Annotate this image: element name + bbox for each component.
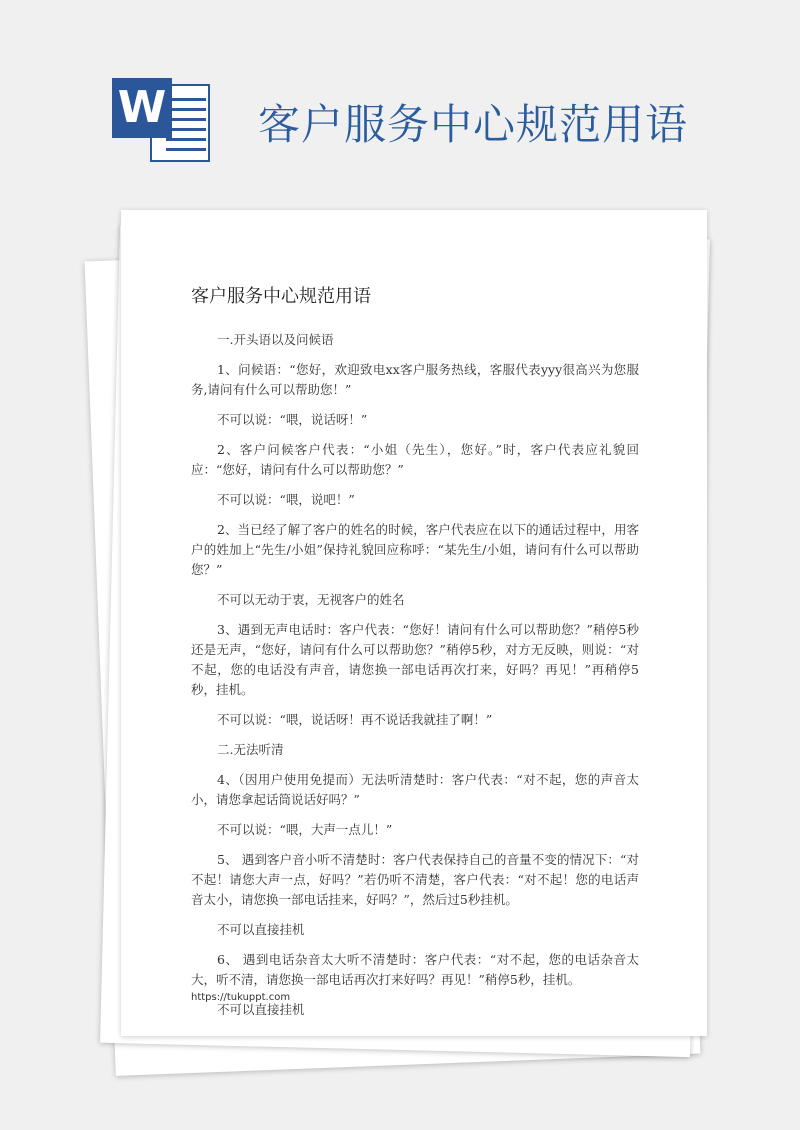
banner-title: 客户服务中心规范用语 [258,100,689,149]
banner [0,0,800,200]
paragraph: 1、问候语：“您好，欢迎致电xx客户服务热线，客服代表yyy很高兴为您服务,请问有什么可以帮助您！” [191,362,639,397]
paragraph: 不可以说：“喂，说吧！” [217,492,355,507]
paragraph: 2、客户问候客户代表：“小姐（先生），您好。”时，客户代表应礼貌回应：“您好，请问有什么可以帮助您？” [191,442,639,477]
footer-url: https://tukuppt.com [191,992,291,1003]
paragraph: 不可以说：“喂，说话呀！再不说话我就挂了啊！” [217,712,493,727]
document-body [191,330,639,1030]
word-logo-letter: W [112,78,172,138]
paragraph: 不可以说：“喂，说话呀！” [217,412,368,427]
paragraph: 2、当已经了解了客户的姓名的时候，客户代表应在以下的通话过程中，用客户的姓加上“先生/小姐”保持礼貌回应称呼：“某先生/小姐，请问有什么可以帮助您？” [191,522,639,577]
paragraph: 二.无法听清 [217,742,284,757]
word-document-icon [106,72,216,172]
paragraph: 不可以说：“喂，大声一点儿！” [217,822,393,837]
paragraph: 6、 遇到电话杂音太大听不清楚时：客户代表：“对不起，您的电话杂音太大，听不清，请您换一部电话再次打来好吗？再见！”稍停5秒，挂机。 [191,952,639,987]
paragraph: 不可以直接挂机 [217,922,305,937]
paragraph: 4、（因用户使用免提而）无法听清楚时：客户代表：“对不起，您的声音太小，请您拿起话筒说话好吗？” [191,772,639,807]
paragraph: 不可以无动于衷，无视客户的姓名 [217,592,405,607]
paragraph: 3、遇到无声电话时：客户代表：“您好！请问有什么可以帮助您？”稍停5秒还是无声，“您好，请问有什么可以帮助您？”稍停5秒，对方无反映，则说：“对不起，您的电话没有声音，请您换一部电话再次打来，好吗？再见！”再稍停5秒，挂机。 [191,622,639,697]
paragraph: 一.开头语以及问候语 [217,332,334,347]
paragraph: 不可以直接挂机 [217,1002,305,1017]
document-title: 客户服务中心规范用语 [191,286,371,307]
paragraph: 5、 遇到客户音小听不清楚时：客户代表保持自己的音量不变的情况下：“对不起！请您大声一点，好吗？”若仍听不清楚，客户代表：“对不起！您的电话声音太小，请您换一部电话挂来，好吗？”，然后过5秒挂机。 [191,852,639,907]
document-page [121,210,707,1036]
